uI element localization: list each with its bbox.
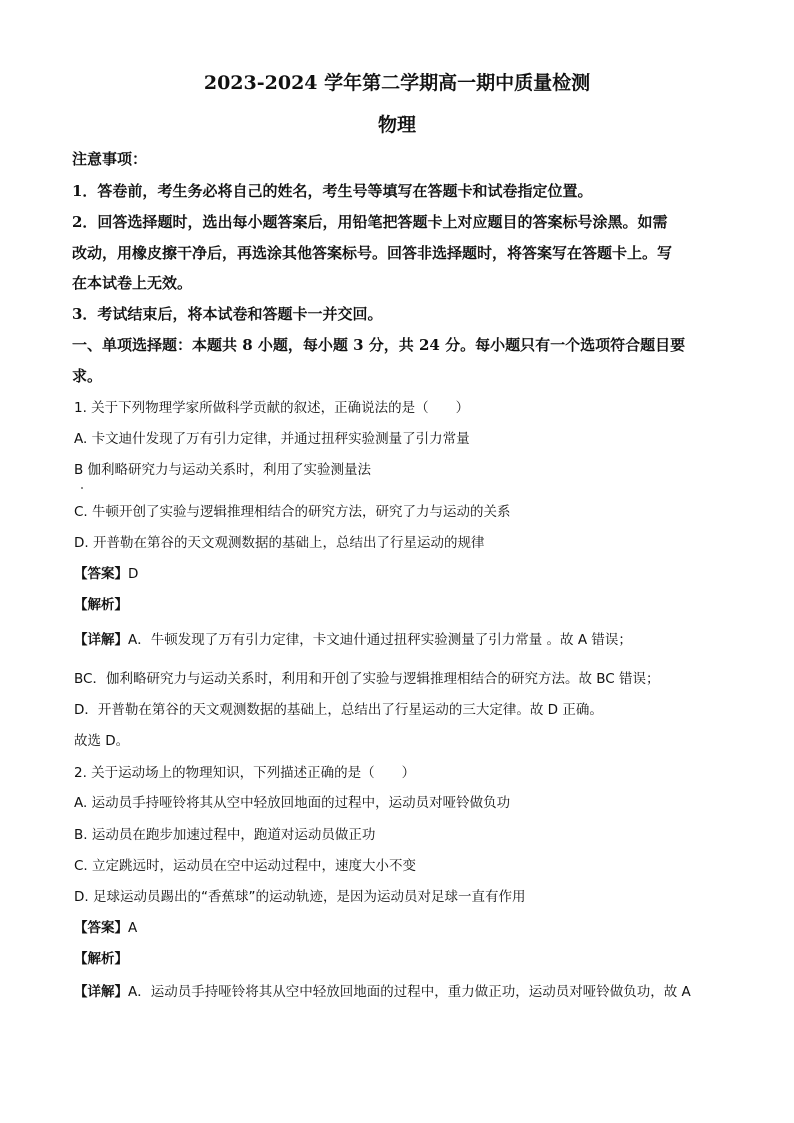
q1-option-d: D. 开普勒在第谷的天文观测数据的基础上，总结出了行星运动的规律 (74, 535, 485, 551)
q1-detail-1 (74, 634, 632, 648)
section-heading-a: 一、单项选择题：本题共 8 小题，每小题 3 分，共 24 分。每小题只有一个选项符合题目要 (72, 336, 686, 354)
answer-value: A (128, 920, 138, 936)
q2-option-c: C. 立定跳远时，运动员在空中运动过程中，速度大小不变 (74, 858, 417, 874)
q2-option-b: B. 运动员在跑步加速过程中，跑道对运动员做正功 (74, 827, 376, 843)
note-line-2b: 改动，用橡皮擦干净后，再选涂其他答案标号。回答非选择题时，将答案写在答题卡上。写 (72, 244, 673, 262)
q1-option-c: C. 牛顿开创了实验与逻辑推理相结合的研究方法，研究了力与运动的关系 (74, 504, 511, 520)
analysis-label: 【解析】 (74, 597, 128, 613)
detail-text: A．牛顿发现了万有引力定律，卡文迪什通过扭秤实验测量了引力常量 。故 A 错误； (128, 632, 632, 648)
scan-dot (81, 487, 83, 489)
q1-detail-3: D．开普勒在第谷的天文观测数据的基础上，总结出了行星运动的三大定律。故 D 正确。 (74, 702, 603, 718)
q2-option-a: A. 运动员手持哑铃将其从空中轻放回地面的过程中，运动员对哑铃做负功 (74, 795, 511, 811)
notes-heading: 注意事项： (72, 150, 148, 168)
q1-option-b: B 伽利略研究力与运动关系时，利用了实验测量法 (74, 462, 372, 478)
q1-answer (74, 568, 138, 582)
analysis-label: 【解析】 (74, 951, 128, 967)
note-line-2c: 在本试卷上无效。 (72, 274, 193, 292)
q2-answer (74, 922, 137, 936)
detail-text: A．运动员手持哑铃将其从空中轻放回地面的过程中，重力做正功，运动员对哑铃做负功，故 A (128, 984, 691, 1000)
q2-stem: 2. 关于运动场上的物理知识，下列描述正确的是（ ） (74, 765, 416, 781)
section-heading-b: 求。 (72, 367, 103, 385)
detail-label: 【详解】 (74, 984, 128, 1000)
q2-analysis-label (74, 953, 128, 967)
exam-title: 2023-2024 学年第二学期高一期中质量检测 (203, 72, 591, 94)
answer-label: 【答案】 (74, 920, 128, 936)
detail-label: 【详解】 (74, 632, 128, 648)
q1-conclusion: 故选 D。 (74, 733, 130, 749)
answer-label: 【答案】 (74, 566, 128, 582)
q1-stem: 1. 关于下列物理学家所做科学贡献的叙述，正确说法的是（ ） (74, 400, 470, 416)
note-line-2a: 2．回答选择题时，选出每小题答案后，用铅笔把答题卡上对应题目的答案标号涂黑。如需 (72, 213, 668, 231)
q2-option-d: D. 足球运动员踢出的“香蕉球”的运动轨迹，是因为运动员对足球一直有作用 (74, 889, 526, 905)
note-line-3: 3．考试结束后，将本试卷和答题卡一并交回。 (72, 305, 383, 323)
answer-value: D (128, 566, 139, 582)
note-line-1: 1．答卷前，考生务必将自己的姓名，考生号等填写在答题卡和试卷指定位置。 (72, 182, 593, 200)
subject-title: 物理 (377, 114, 416, 136)
q1-detail-2: BC．伽利略研究力与运动关系时，利用和开创了实验与逻辑推理相结合的研究方法。故 BC 错误； (74, 671, 660, 687)
q1-option-a: A. 卡文迪什发现了万有引力定律，并通过扭秤实验测量了引力常量 (74, 431, 470, 447)
q1-analysis-label (74, 599, 128, 613)
q2-detail-1 (74, 986, 691, 1000)
